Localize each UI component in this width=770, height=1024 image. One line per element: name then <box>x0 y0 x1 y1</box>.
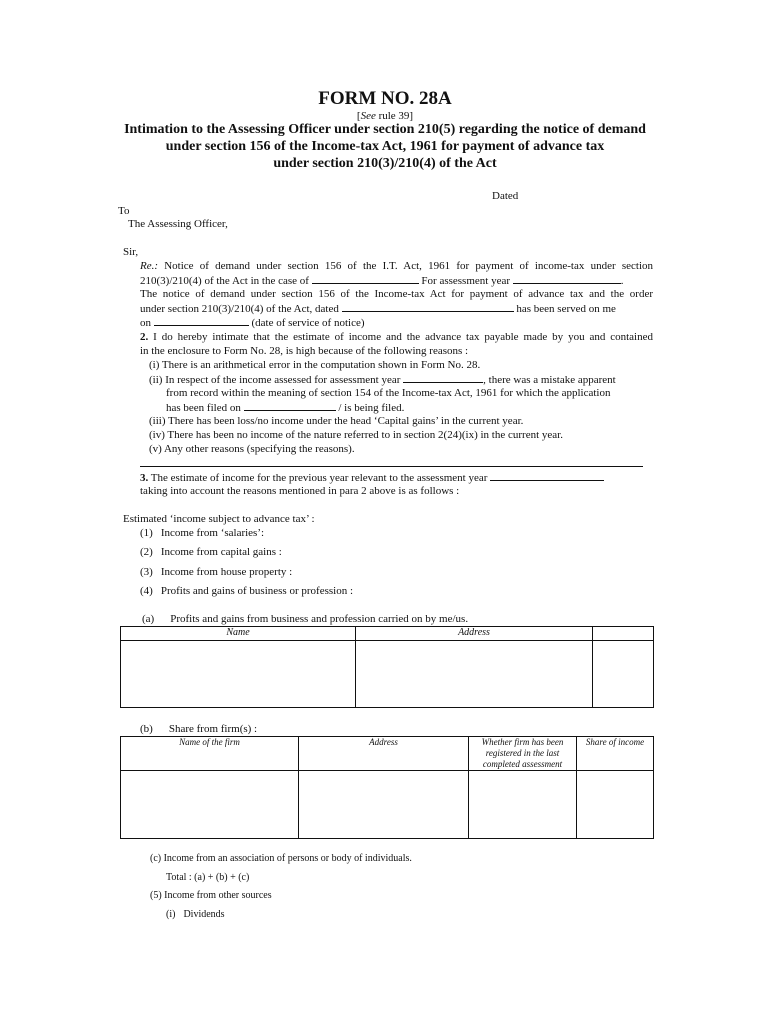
notice-date-blank[interactable] <box>342 302 514 312</box>
table-b-cell-address[interactable] <box>299 771 469 839</box>
notice-dated-text: under section 210(3)/210(4) of the Act, dated <box>140 303 342 315</box>
notice-service-text: (date of service of notice) <box>248 317 365 329</box>
table-b-cell-share[interactable] <box>577 771 654 839</box>
notice-line-1: The notice of demand under section 156 of the Income-tax Act for payment of advance tax and the order <box>140 288 653 300</box>
business-income-table <box>120 626 654 708</box>
reason-iii: (iii) There has been loss/no income under the head ‘Capital gains’ in the current year. <box>149 415 524 427</box>
table-b-cell-registered[interactable] <box>469 771 577 839</box>
reason-iv: (iv) There has been no income of the nature referred to in section 2(24)(ix) in the current year. <box>149 429 563 441</box>
notice-line-2 <box>140 302 616 316</box>
para3-number: 3. <box>140 472 149 484</box>
sub-a <box>142 613 468 626</box>
addressee: The Assessing Officer, <box>128 218 228 230</box>
salutation: Sir, <box>123 246 139 258</box>
table-a-cell-extra[interactable] <box>593 641 654 708</box>
reason-v: (v) Any other reasons (specifying the reasons). <box>149 443 355 455</box>
heading-line-3: under section 210(3)/210(4) of the Act <box>273 156 497 171</box>
para2-line-2: in the enclosure to Form No. 28, is high because of the following reasons : <box>140 345 469 357</box>
table-b-cell-firm[interactable] <box>121 771 299 839</box>
other-reasons-line[interactable] <box>140 466 643 467</box>
assessment-year-blank[interactable] <box>513 274 621 284</box>
reason-ii-filed-rest: / is being filed. <box>335 402 405 414</box>
reason-i: (i) There is an arithmetical error in the computation shown in Form No. 28. <box>149 359 481 371</box>
reason-ii-line-2: from record within the meaning of section 154 of the Income-tax Act, 1961 for which the application <box>166 387 611 399</box>
rule-number: rule 39] <box>375 110 414 122</box>
para2-line-1 <box>140 331 653 344</box>
table-a-header-extra <box>593 627 654 641</box>
table-a-header-name: Name <box>121 627 356 641</box>
table-b-header-address: Address <box>299 737 469 771</box>
dated-label: Dated <box>492 190 519 202</box>
item-2 <box>140 546 282 559</box>
table-b-header-registered: Whether firm has been registered in the last completed assessment <box>469 737 577 771</box>
estimated-label: Estimated ‘income subject to advance tax’ : <box>123 513 315 525</box>
item-1-label: Income from ‘salaries’: <box>160 527 265 539</box>
para2-number: 2. <box>140 331 149 343</box>
reason-ii <box>149 373 616 387</box>
total-line: Total : (a) + (b) + (c) <box>166 872 250 883</box>
item-3-number: (3) <box>140 566 153 578</box>
notice-line-3 <box>140 316 365 330</box>
service-date-blank[interactable] <box>154 316 249 326</box>
table-a-cell-address[interactable] <box>356 641 593 708</box>
sub-b <box>140 723 257 736</box>
item-4-label: Profits and gains of business or profession : <box>160 585 354 597</box>
table-a-cell-name[interactable] <box>121 641 356 708</box>
notice-served-text: has been served on me <box>513 303 616 315</box>
item-2-label: Income from capital gains : <box>160 546 282 558</box>
item-5-i-number: (i) <box>166 909 176 920</box>
para3-text: The estimate of income for the previous year relevant to the assessment year <box>148 472 491 484</box>
re-label: Re.: <box>140 260 159 272</box>
para3-year-blank[interactable] <box>490 471 604 481</box>
reason-ii-rest: , there was a mistake apparent <box>483 374 616 386</box>
item-1-number: (1) <box>140 527 153 539</box>
re-line-1 <box>140 260 653 273</box>
item-5: (5) Income from other sources <box>150 890 272 901</box>
rule-reference: [See rule 39] <box>356 110 414 122</box>
item-5-i <box>166 908 225 921</box>
table-b-header-share: Share of income <box>577 737 654 771</box>
reason-ii-year-blank[interactable] <box>403 373 483 383</box>
sub-b-number: (b) <box>140 723 153 735</box>
item-4 <box>140 585 353 598</box>
sub-a-number: (a) <box>142 613 155 625</box>
reason-ii-line-3 <box>166 401 404 415</box>
re-ay-text: For assessment year <box>418 275 513 287</box>
table-a-header-address: Address <box>356 627 593 641</box>
form-title: FORM NO. 28A <box>318 88 452 109</box>
heading-line-1: Intimation to the Assessing Officer under section 210(5) regarding the notice of demand <box>124 122 646 137</box>
item-1 <box>140 527 264 540</box>
para2-text: I do hereby intimate that the estimate of income and the advance tax payable made by you and contained <box>148 331 653 343</box>
rule-see: See <box>360 110 376 122</box>
table-b-header-firm: Name of the firm <box>121 737 299 771</box>
reason-ii-filed-text: has been filed on <box>166 402 244 414</box>
para3-line-2: taking into account the reasons mentioned in para 2 above is as follows : <box>140 485 460 497</box>
notice-on-text: on <box>140 317 154 329</box>
heading-line-2: under section 156 of the Income-tax Act, 1961 for payment of advance tax <box>165 139 605 154</box>
filed-date-blank[interactable] <box>244 401 336 411</box>
sub-b-label: Share from firm(s) : <box>168 723 258 735</box>
item-3-label: Income from house property : <box>160 566 293 578</box>
item-3 <box>140 566 292 579</box>
sub-a-label: Profits and gains from business and profession carried on by me/us. <box>170 613 469 625</box>
para3-line-1 <box>140 471 604 485</box>
reason-ii-text: (ii) In respect of the income assessed for assessment year <box>149 374 404 386</box>
firm-share-table <box>120 736 654 839</box>
to-label: To <box>118 205 130 217</box>
re-line-2: 210(3)/210(4) of the Act in the case of For assessment year . <box>140 275 624 287</box>
item-2-number: (2) <box>140 546 153 558</box>
sub-c: (c) Income from an association of persons or body of individuals. <box>150 853 412 864</box>
re-case-text: 210(3)/210(4) of the Act in the case of <box>140 275 312 287</box>
re-text: Notice of demand under section 156 of the I.T. Act, 1961 for payment of income-tax under section <box>158 260 653 272</box>
item-4-number: (4) <box>140 585 153 597</box>
case-name-blank[interactable] <box>312 274 419 284</box>
item-5-i-label: Dividends <box>183 909 225 920</box>
